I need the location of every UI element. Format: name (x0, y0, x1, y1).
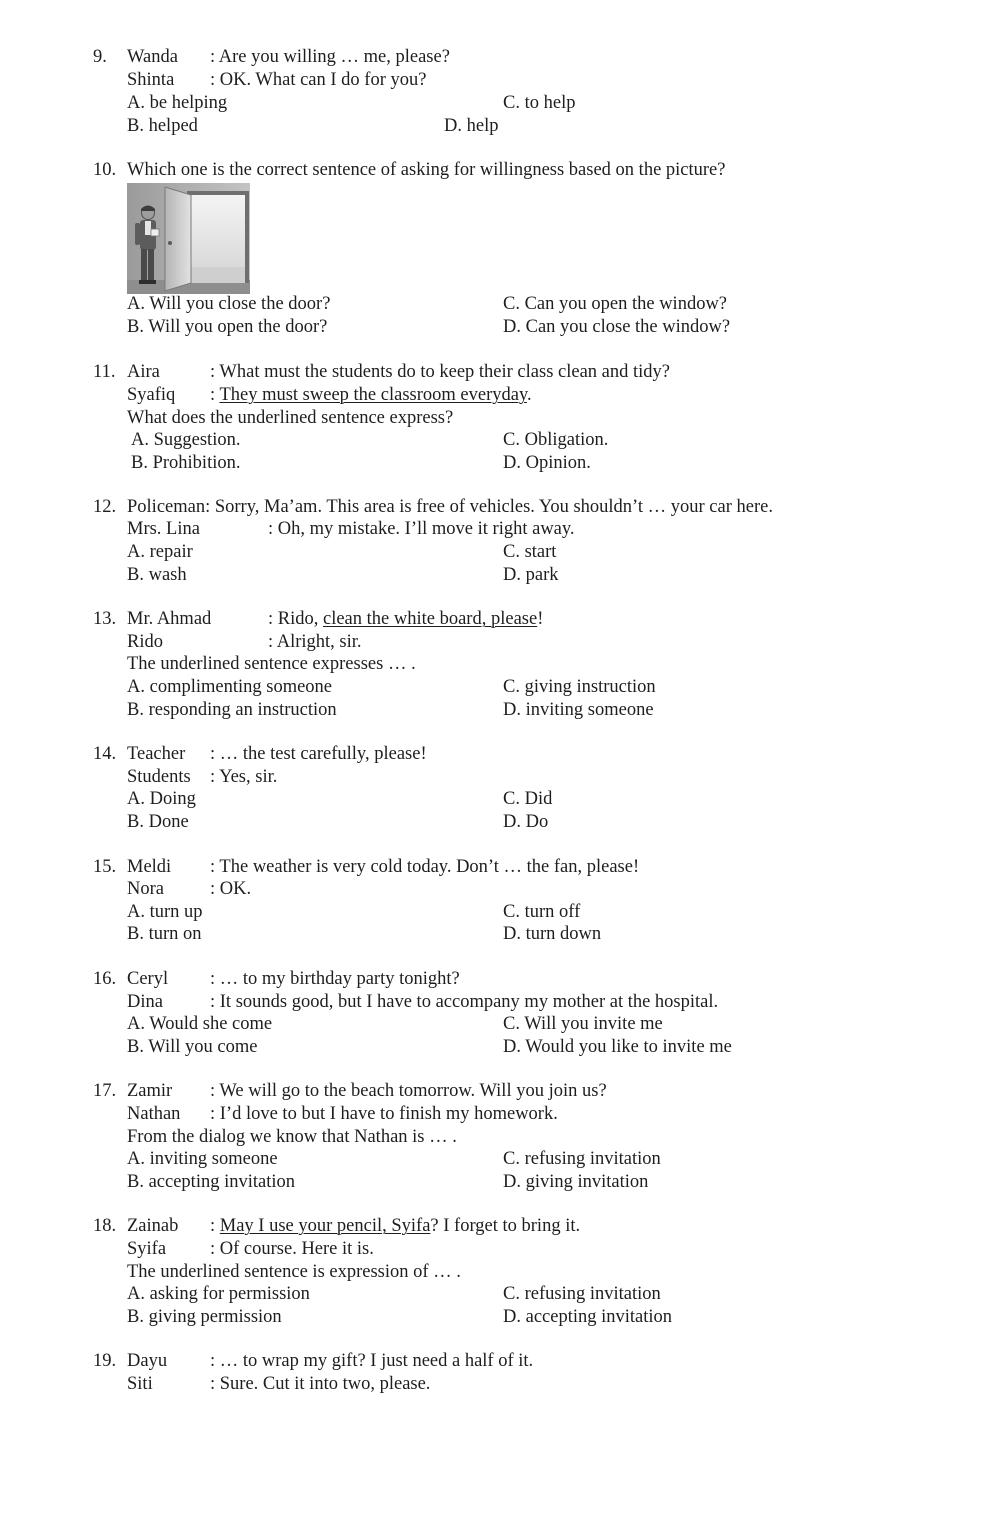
speaker: Rido (127, 632, 163, 652)
option-b[interactable]: B. Will you come (127, 1037, 258, 1057)
dialog-suffix: ! (537, 609, 544, 629)
question-text: The underlined sentence expresses … . (127, 654, 416, 674)
speaker: Mr. Ahmad (127, 609, 212, 629)
question-text: Which one is the correct sentence of asking for willingness based on the picture? (127, 160, 726, 180)
speaker: Zamir (127, 1081, 173, 1101)
question-text: What does the underlined sentence express? (127, 408, 454, 428)
man-opening-door-picture (127, 183, 250, 294)
question-number: 14. (93, 744, 117, 764)
option-b[interactable]: B. Prohibition. (131, 453, 241, 473)
dialog-suffix: . (527, 385, 532, 405)
speaker: Nora (127, 879, 164, 899)
dialog-prefix: : Rido, (268, 609, 323, 629)
dialog-line: : What must the students do to keep their class clean and tidy? (210, 362, 670, 382)
option-c[interactable]: C. Obligation. (503, 430, 609, 450)
speaker: Students (127, 767, 191, 787)
option-d[interactable]: D. Opinion. (503, 453, 591, 473)
speaker: Ceryl (127, 969, 169, 989)
option-a[interactable]: A. complimenting someone (127, 677, 333, 697)
speaker: Wanda (127, 47, 178, 67)
option-b[interactable]: B. responding an instruction (127, 700, 337, 720)
speaker: Nathan (127, 1104, 181, 1124)
option-a[interactable]: A. Will you close the door? (127, 294, 331, 314)
question-text: From the dialog we know that Nathan is … . (127, 1127, 457, 1147)
option-a[interactable]: A. Suggestion. (131, 430, 241, 450)
dialog-line: : Sure. Cut it into two, please. (210, 1374, 431, 1394)
question-text: The underlined sentence is expression of … . (127, 1262, 461, 1282)
speaker: Siti (127, 1374, 153, 1394)
underlined-sentence: May I use your pencil, Syifa (219, 1216, 431, 1236)
dialog-line: : Oh, my mistake. I’ll move it right away. (268, 519, 575, 539)
option-b[interactable]: B. Done (127, 812, 189, 832)
speaker: Syafiq (127, 385, 176, 405)
dialog-line: : Yes, sir. (210, 767, 278, 787)
option-c[interactable]: C. Did (503, 789, 553, 809)
dialog-line: : OK. (210, 879, 252, 899)
dialog-suffix: ? I forget to bring it. (430, 1216, 581, 1236)
dialog-line: : Are you willing … me, please? (210, 47, 450, 67)
question-number: 17. (93, 1081, 117, 1101)
dialog-line: : … to wrap my gift? I just need a half of it. (210, 1351, 534, 1371)
option-a[interactable]: A. be helping (127, 93, 228, 113)
question-number: 11. (93, 362, 116, 382)
option-c[interactable]: C. start (503, 542, 557, 562)
option-a[interactable]: A. Would she come (127, 1014, 273, 1034)
speaker: Zainab (127, 1216, 179, 1236)
dialog-line: : Alright, sir. (268, 632, 362, 652)
question-number: 19. (93, 1351, 117, 1371)
speaker: Mrs. Lina (127, 519, 200, 539)
option-b[interactable]: B. turn on (127, 924, 202, 944)
dialog-line (210, 384, 532, 406)
dialog-line: : We will go to the beach tomorrow. Will you join us? (210, 1081, 607, 1101)
option-d[interactable]: D. giving invitation (503, 1172, 649, 1192)
question-number: 12. (93, 497, 117, 517)
option-a[interactable]: A. asking for permission (127, 1284, 310, 1304)
dialog-line (268, 608, 543, 630)
underlined-sentence: They must sweep the classroom everyday (219, 385, 527, 405)
speaker: Syifa (127, 1239, 167, 1259)
option-c[interactable]: C. giving instruction (503, 677, 656, 697)
option-d[interactable]: D. help (444, 116, 499, 136)
option-c[interactable]: C. refusing invitation (503, 1284, 661, 1304)
question-number: 18. (93, 1216, 117, 1236)
speaker: Teacher (127, 744, 186, 764)
option-b[interactable]: B. accepting invitation (127, 1172, 295, 1192)
dialog-line: : It sounds good, but I have to accompany my mother at the hospital. (210, 992, 719, 1012)
dialog-line (210, 1215, 580, 1237)
option-c[interactable]: C. turn off (503, 902, 581, 922)
question-number: 10. (93, 160, 117, 180)
option-a[interactable]: A. inviting someone (127, 1149, 278, 1169)
option-a[interactable]: A. repair (127, 542, 193, 562)
speaker: Dayu (127, 1351, 168, 1371)
speaker: Aira (127, 362, 160, 382)
option-c[interactable]: C. refusing invitation (503, 1149, 661, 1169)
option-c[interactable]: C. Can you open the window? (503, 294, 728, 314)
dialog-line: Policeman: Sorry, Ma’am. This area is free of vehicles. You shouldn’t … your car here. (127, 497, 773, 517)
dialog-line: : I’d love to but I have to finish my homework. (210, 1104, 558, 1124)
option-d[interactable]: D. Would you like to invite me (503, 1037, 732, 1057)
speaker: Meldi (127, 857, 172, 877)
option-d[interactable]: D. inviting someone (503, 700, 654, 720)
question-number: 13. (93, 609, 117, 629)
option-b[interactable]: B. wash (127, 565, 187, 585)
dialog-line: : … the test carefully, please! (210, 744, 427, 764)
question-number: 16. (93, 969, 117, 989)
speaker: Shinta (127, 70, 175, 90)
option-d[interactable]: D. Can you close the window? (503, 317, 731, 337)
underlined-sentence: clean the white board, please (323, 609, 538, 629)
option-a[interactable]: A. Doing (127, 789, 196, 809)
question-number: 15. (93, 857, 117, 877)
dialog-line: : … to my birthday party tonight? (210, 969, 460, 989)
option-b[interactable]: B. Will you open the door? (127, 317, 328, 337)
option-c[interactable]: C. Will you invite me (503, 1014, 663, 1034)
option-d[interactable]: D. accepting invitation (503, 1307, 673, 1327)
option-d[interactable]: D. park (503, 565, 559, 585)
option-d[interactable]: D. turn down (503, 924, 602, 944)
dialog-line: : OK. What can I do for you? (210, 70, 427, 90)
dialog-prefix: : (210, 1216, 220, 1236)
option-a[interactable]: A. turn up (127, 902, 203, 922)
dialog-prefix: : (210, 385, 220, 405)
option-c[interactable]: C. to help (503, 93, 576, 113)
option-b[interactable]: B. helped (127, 116, 198, 136)
option-b[interactable]: B. giving permission (127, 1307, 282, 1327)
speaker: Dina (127, 992, 163, 1012)
dialog-line: : The weather is very cold today. Don’t … the fan, please! (210, 857, 640, 877)
option-d[interactable]: D. Do (503, 812, 549, 832)
question-number: 9. (93, 47, 107, 67)
dialog-line: : Of course. Here it is. (210, 1239, 374, 1259)
